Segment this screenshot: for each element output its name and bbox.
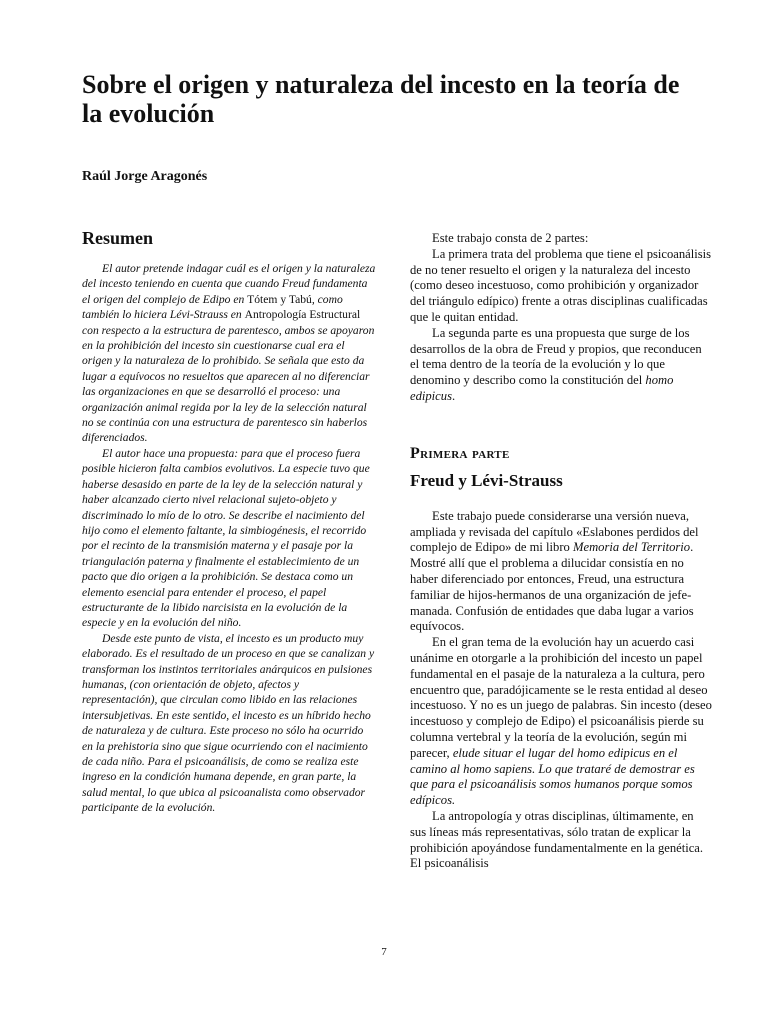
- intro-text-run: La segunda parte es una propuesta que surge de los desarrollos de la obra de Freud y propios, que reconducen el tema dentro de la teoría de la evolución y lo que denomino y describo como la constitución del: [410, 325, 702, 388]
- book-title-antropologia-estructural: Antropología Estructural: [244, 308, 361, 322]
- abstract-text-run: con respecto a la estructura de parentesco, ambos se apoyaron en la prohibición del incesto sin cuestionarse cual era el origen y la naturaleza de lo prohibido. Se señala que esto da lugar a equívocos no resueltos que aparecen al no diferenciar las organizaciones en que se desarrolló el proceso: una organización animal regida por la ley de la selección natural no se continúa con una estructura de parentesco sin haberlos diferenciados.: [82, 323, 375, 445]
- page-number: 7: [381, 946, 387, 958]
- emphasis-passage: elude situar el lugar del homo edipicus en el camino al homo sapiens. Lo que trataré de demostrar es que para el psicoanálisis somos humanos porque somos edípicos.: [410, 745, 695, 808]
- article-author: Raúl Jorge Aragonés: [82, 169, 208, 184]
- body-text-run: En el gran tema de la evolución hay un acuerdo casi unánime en otorgarle a la prohibición del incesto un papel fundamental en el pasaje de la naturaleza a la cultura, pero encuentro que, paradójicamente se le resta entidad al deseo incestuoso. Y no es un juego de palabras. Sin incesto (deseo incestuoso y complejo de Edipo) el psicoanálisis pierde su columna vertebral y la teoría de la evolución, según mi parecer,: [410, 635, 712, 760]
- subsection-heading: Freud y Lévi-Strauss: [410, 470, 563, 490]
- abstract-text-run: El autor pretende indagar cuál es el origen y la naturaleza del incesto teniendo en cuenta que cuando Freud fundamenta el origen del complejo de Edipo en: [82, 262, 376, 306]
- abstract-paragraph: El autor hace una propuesta: para que el proceso fuera posible hicieron falta cambios evolutivos. La especie tuvo que haberse desasido en parte de la ley de la selección natural y haber alcanzado cierto nivel relacional sujeto-objeto y discriminado lo mío de lo otro. Se describe el nacimiento del hijo como el elemento faltante, la simbiogénesis, el recorrido por el recinto de la transmisión materna y el pasaje por la triangulación paterna y finalmente el establecimiento de un pacto que dio origen a la prohibición. Se destaca como un elemento esencial para entender el proceso, el papel estructurante de la libido narcisista en la evolución de la especie y en la evolución del niño.: [82, 446, 370, 630]
- abstract-heading: Resumen: [82, 228, 153, 248]
- abstract-column: [82, 228, 376, 816]
- intro-text: [410, 231, 712, 405]
- body-text-run: . Mostré allí que el problema a dilucidar consistía en no haber diferenciado por entonces, Freud, una estructura familiar de hijos-hermanos de una organización de jefe-manada. Confusión de entidades que daba lugar a varios equívocos.: [410, 540, 694, 634]
- body-text-run: Este trabajo puede considerarse una versión nueva, ampliada y revisada del capítulo «Eslabones perdidos del complejo de Edipo» de mi libro: [410, 508, 699, 555]
- intro-paragraph: La primera trata del problema que tiene el psicoanálisis de no tener resuelto el origen y la naturaleza del incesto (como deseo incestuoso, como prohibición y organizador del triángulo edípico) frente a otras disciplinas cualificadas que le quitan entidad.: [410, 246, 712, 324]
- abstract-text-run: , como también lo hiciera Lévi-Strauss en: [82, 292, 343, 322]
- book-title-memoria-del-territorio: Memoria del Territorio: [573, 540, 691, 555]
- body-paragraph: La antropología y otras disciplinas, últimamente, en sus líneas más representativas, sólo tratan de explicar la prohibición apoyándose fundamentalmente en la genética. El psicoanálisis: [410, 808, 704, 871]
- intro-paragraph: Este trabajo consta de 2 partes:: [432, 231, 589, 245]
- abstract-paragraph: Desde este punto de vista, el incesto es un producto muy elaborado. Es el resultado de un proceso en que se canalizan y transforman los instintos territoriales anárquicos en pulsiones humanas, (con orientación de objeto, afectos y representación), que circulan como libido en las relaciones intersubjetivas. En este sentido, el incesto es un híbrido hecho de naturaleza y de cultura. Este proceso no sólo ha ocurrido en la prehistoria sino que sigue ocurriendo con el nacimiento de cada niño. Para el psicoanálisis, de como se realiza este ingreso en la condición humana depende, en gran parte, la salud mental, lo que ubica al psicoanalista como observador participante de la evolución.: [82, 631, 375, 815]
- body-column: [410, 231, 712, 872]
- abstract-paragraph: [82, 261, 376, 446]
- book-title-totem-y-tabu: Tótem y Tabú: [247, 292, 312, 306]
- abstract-text: [82, 261, 376, 816]
- body-paragraph: [410, 635, 712, 809]
- emphasis-homo-edipicus: homo edipicus: [410, 373, 674, 403]
- intro-paragraph: [410, 326, 712, 405]
- article-title: Sobre el origen y naturaleza del incesto en la teoría de la evolución: [82, 70, 680, 128]
- body-text: [410, 509, 712, 872]
- intro-text-run: .: [451, 388, 456, 403]
- section-heading: Primera parte: [410, 444, 510, 462]
- body-paragraph: [410, 509, 712, 635]
